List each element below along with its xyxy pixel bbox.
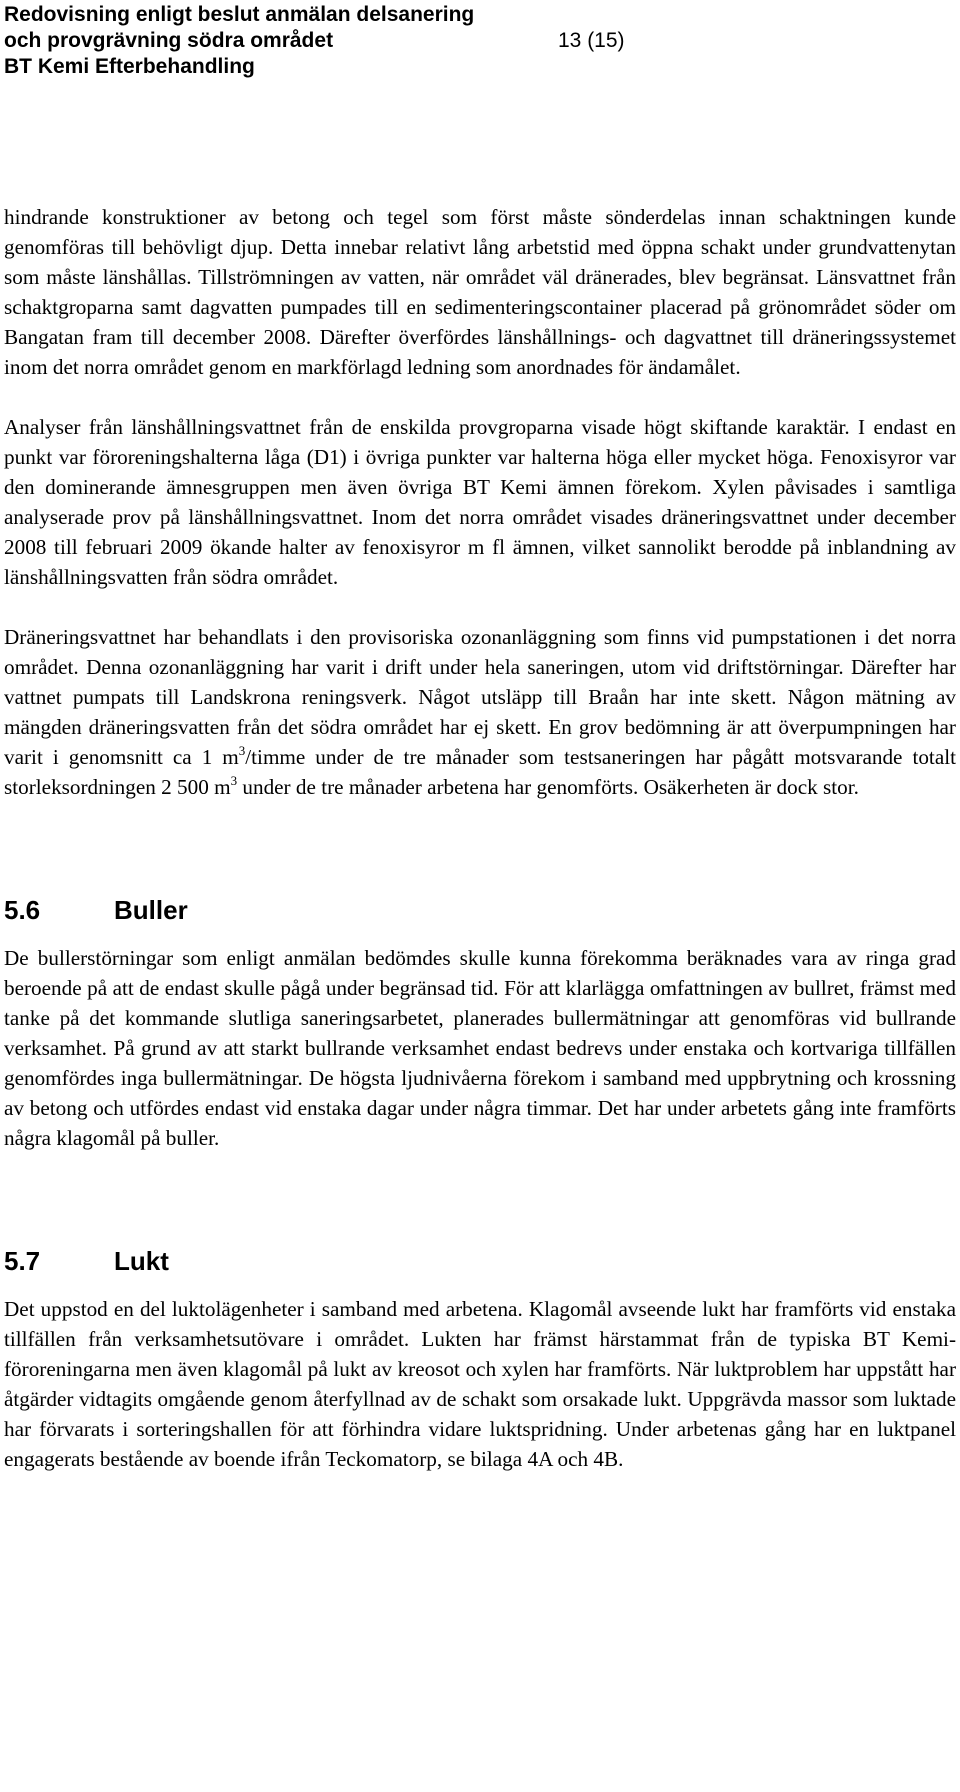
paragraph-lukt: Det uppstod en del luktolägenheter i samband med arbetena. Klagomål avseende lukt har framförts vid enstaka tillfällen från verksamhetsutövare i området. Lukten har främst härstammat från de typiska BT Kemi-föroreningarna men även klagomål på lukt av kreosot och xylen har framförts. När luktproblem har uppstått har åtgärder vidtagits omgående genom återfyllnad av de schakt som orsakade lukt. Uppgrävda massor som luktade har förvarats i sorteringshallen för att förhindra vidare luktspridning. Under arbetenas gång har en luktpanel engagerats bestående av boende ifrån Teckomatorp, se bilaga 4A och 4B. <box>4 1297 956 1471</box>
header-title-line-3: BT Kemi Efterbehandling <box>4 55 255 78</box>
section-title-lukt: Lukt <box>114 1246 169 1276</box>
paragraph-drainage-text-c: under de tre månader arbetena har genomförts. Osäkerheten är dock stor. <box>237 775 859 799</box>
page-number: 13 (15) <box>558 29 625 52</box>
document-body <box>4 202 956 1474</box>
paragraph-buller: De bullerstörningar som enligt anmälan bedömdes skulle kunna förekomma beräknades vara av ringa grad beroende på att de endast skulle pågå under begränsad tid. För att klarlägga omfattningen av bullret, främst med tanke på det kommande slutliga saneringsarbetet, planerades bullermätningar att genomföras vid bullrande verksamhet. På grund av att starkt bullrande verksamhet endast bedrevs under enstaka och kortvariga tillfällen genomfördes inga bullermätningar. De högsta ljudnivåerna förekom i samband med uppbrytning och krossning av betong och utfördes endast vid enstaka dagar under några timmar. Det har under arbetets gång inte framförts några klagomål på buller. <box>4 946 956 1150</box>
paragraph-analyses: Analyser från länshållningsvattnet från de enskilda provgroparna visade högt skiftande karaktär. I endast en punkt var föroreningshalterna låga (D1) i övriga punkter var halterna höga eller mycket höga. Fenoxisyror var den dominerande ämnesgruppen men även övriga BT Kemi ämnen förekom. Xylen påvisades i samtliga analyserade prov på länshållningsvattnet. Inom det norra området visades dräneringsvattnet under december 2008 till februari 2009 ökande halter av fenoxisyror m fl ämnen, vilket sannolikt berodde på inblandning av länshållningsvatten från södra området. <box>4 415 956 589</box>
section-number-lukt: 5.7 <box>4 1246 41 1276</box>
section-title-buller: Buller <box>114 895 188 925</box>
paragraph-drainage-text-b: /timme under de tre månader som testsaneringen har pågått motsvarande totalt storleksordningen 2 500 m <box>4 745 956 799</box>
superscript-cubic-1: 3 <box>238 743 246 758</box>
paragraph-drainage-text-a: Dräneringsvattnet har behandlats i den provisoriska ozonanläggning som finns vid pumpstationen i det norra området. Denna ozonanläggning har varit i drift under hela saneringen, utom vid driftstörningar. Därefter har vattnet pumpats till Landskrona reningsverk. Något utsläpp till Braån har inte skett. Någon mätning av mängden dräneringsvatten från det södra området har ej skett. En grov bedömning är att överpumpningen har varit i genomsnitt ca 1 m <box>4 625 956 769</box>
header-title-line-1: Redovisning enligt beslut anmälan delsanering <box>4 3 475 26</box>
section-heading-buller <box>4 895 956 925</box>
paragraph-drainage-water <box>4 622 956 802</box>
paragraph-dewatering: hindrande konstruktioner av betong och tegel som först måste sönderdelas innan schaktningen kunde genomföras till behövligt djup. Detta innebar relativt lång arbetstid med öppna schakt under grundvattenytan som måste länshållas. Tillströmningen av vatten, när området väl dränerades, blev begränsat. Länsvattnet från schaktgroparna samt dagvatten pumpades till en sedimenteringscontainer placerad på grönområdet söder om Bangatan fram till december 2008. Därefter överfördes länshållnings- och dagvattnet till dräneringssystemet inom det norra området genom en markförlagd ledning som anordnades för ändamålet. <box>4 205 956 379</box>
header-title-line-2: och provgrävning södra området <box>4 29 334 52</box>
section-number-buller: 5.6 <box>4 895 41 925</box>
superscript-cubic-2: 3 <box>230 773 238 788</box>
document-header <box>4 2 474 80</box>
section-heading-lukt <box>4 1246 956 1276</box>
